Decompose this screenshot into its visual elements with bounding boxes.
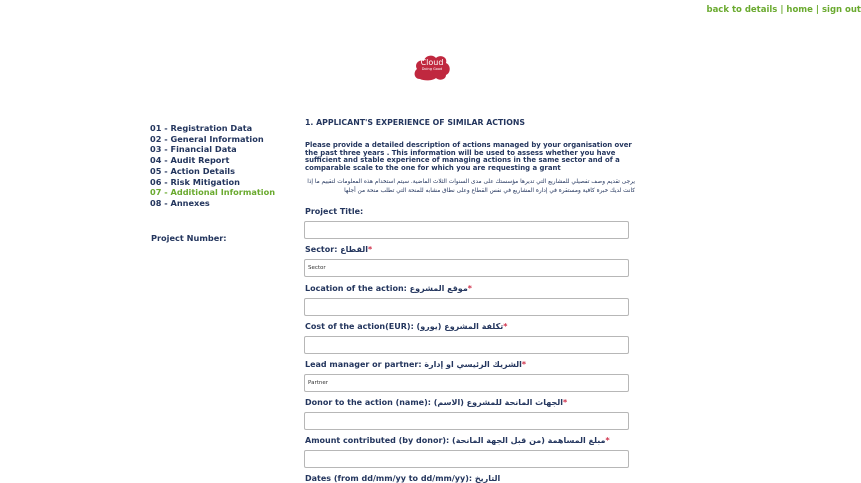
amount-label xyxy=(305,436,610,445)
label-text: Project Title: xyxy=(305,207,364,216)
label-text: Sector: القطاع xyxy=(305,245,368,254)
nav-item-additional-information[interactable]: 07 - Additional Information xyxy=(150,187,276,198)
label-text: Amount contributed (by donor): مبلغ المساهمة (من قبل الجهة المانحة) xyxy=(305,436,606,445)
required-marker: * xyxy=(605,436,610,445)
lead-manager-input[interactable] xyxy=(304,374,629,392)
required-marker: * xyxy=(467,284,472,293)
label-text: Cost of the action(EUR): تكلفة المشروع (يورو) xyxy=(305,322,504,331)
donor-input[interactable] xyxy=(304,412,629,430)
cost-input[interactable] xyxy=(304,336,629,354)
section-nav xyxy=(150,123,275,209)
required-marker: * xyxy=(521,360,527,369)
nav-item-annexes[interactable]: 08 - Annexes xyxy=(150,197,210,208)
nav-item-financial-data[interactable]: 03 - Financial Data xyxy=(150,144,237,155)
logo-subtext: Doing Good xyxy=(421,67,443,71)
back-to-details-link[interactable]: back to details xyxy=(706,5,778,15)
project-number-label: Project Number: xyxy=(151,233,227,243)
section-header xyxy=(305,118,635,127)
amount-input[interactable] xyxy=(304,450,629,468)
required-marker: * xyxy=(367,245,373,254)
project-title-label xyxy=(305,207,363,216)
top-links xyxy=(706,5,861,15)
home-link[interactable]: home xyxy=(786,5,813,15)
donor-label xyxy=(305,398,567,407)
required-marker: * xyxy=(563,398,568,407)
separator: | xyxy=(780,5,784,15)
separator: | xyxy=(815,5,819,15)
label-text: Location of the action: موقع المشروع xyxy=(305,284,468,293)
nav-item-registration-data[interactable]: 01 - Registration Data xyxy=(150,123,253,133)
cost-label xyxy=(305,322,507,331)
dates-label: Dates (from dd/mm/yy to dd/mm/yy): التاريخ xyxy=(305,474,501,483)
lead-manager-label xyxy=(305,360,526,369)
nav-item-audit-report[interactable]: 04 - Audit Report xyxy=(150,155,230,166)
nav-item-action-details[interactable]: 05 - Action Details xyxy=(150,165,235,176)
sign-out-link[interactable]: sign out xyxy=(821,5,861,15)
required-marker: * xyxy=(503,322,508,331)
description-arabic: يرجى تقديم وصف تفصيلي للمشاريع التي تديرها مؤسستك على مدى السنوات الثلاث الماضية. سيتم استخدام هذه المعلومات لتقييم ما إذا كانت لديك خبرة كافية ومستقرة في إدارة المشاريع في نفس القطاع وعلى نطاق مشابه للمنحة التي تطلب منحة من أجلها xyxy=(307,179,635,194)
nav-item-risk-mitigation[interactable]: 06 - Risk Mitigation xyxy=(150,176,241,187)
label-text: Donor to the action (name): الجهات المانحة للمشروع (الاسم) xyxy=(305,398,563,407)
location-label xyxy=(305,284,472,293)
location-input[interactable] xyxy=(304,298,629,316)
sector-label xyxy=(305,245,372,254)
label-text: Lead manager or partner: الشريك الرئيسي او إدارة xyxy=(305,360,522,369)
description-english: Please provide a detailed description of actions managed by your organisation over the past three years . This information will be used to assess whether you have sufficient and stable experience of managing actions in the same sector and of a comparable scale to the one for which you are requesting a grant xyxy=(305,141,632,172)
cloud-logo[interactable] xyxy=(412,53,452,81)
logo-text: Cloud xyxy=(420,58,444,67)
project-title-input[interactable] xyxy=(304,221,629,239)
section-title: 1. APPLICANT'S EXPERIENCE OF SIMILAR ACTIONS xyxy=(305,118,525,127)
sector-input[interactable] xyxy=(304,259,629,277)
nav-item-general-information[interactable]: 02 - General Information xyxy=(150,133,264,144)
